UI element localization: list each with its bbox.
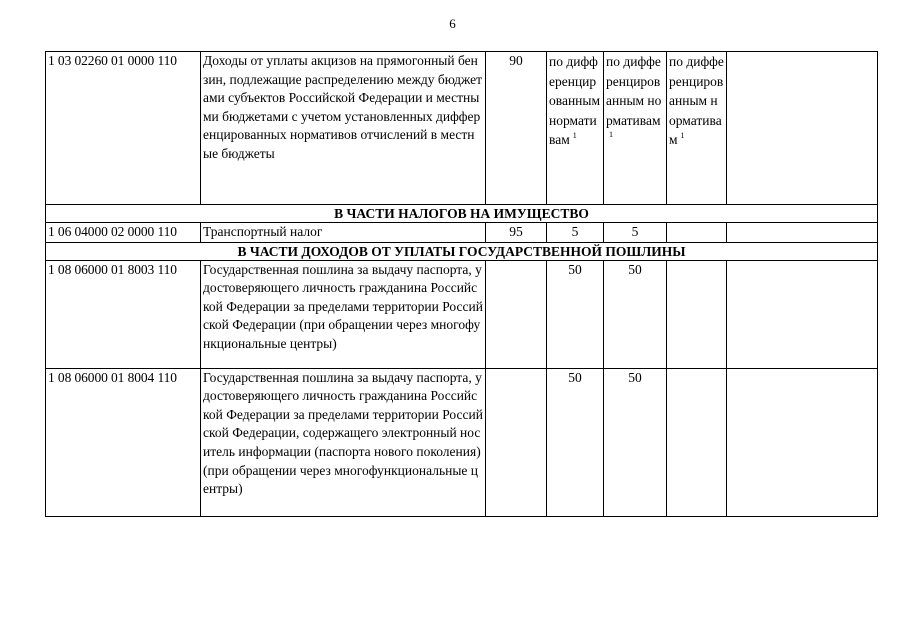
page-number: 6: [449, 16, 456, 31]
revenue-distribution-table: [45, 51, 878, 517]
footnote-mark: 1: [680, 131, 685, 141]
section-header-row: [46, 242, 878, 260]
section-header-row: [46, 205, 878, 223]
budget-classification-code: 1 03 02260 01 0000 110: [46, 52, 201, 205]
share-column-5: [727, 223, 878, 243]
revenue-name: Доходы от уплаты акцизов на прямогонный бензин, подлежащие распределению между бюджетами субъектов Российской Федерации и местными бюджетами с учетом установленных дифференцированных нормативов отчислений в местные бюджеты: [201, 52, 486, 205]
share-column-4: [667, 368, 727, 516]
norm-text: по дифференцированным нормативам: [549, 54, 601, 148]
share-column-1: 95: [486, 223, 547, 243]
share-column-1: [486, 260, 547, 368]
norm-text: по дифференцированным нормативам: [669, 54, 724, 148]
budget-classification-code: 1 06 04000 02 0000 110: [46, 223, 201, 243]
share-column-3: 5: [604, 223, 667, 243]
budget-classification-code: 1 08 06000 01 8004 110: [46, 368, 201, 516]
share-column-2: 50: [547, 368, 604, 516]
share-column-5: [727, 368, 878, 516]
footnote-mark: 1: [609, 130, 613, 140]
share-column-1: [486, 368, 547, 516]
share-column-5: [727, 260, 878, 368]
share-column-2: 50: [547, 260, 604, 368]
share-column-3: [604, 52, 667, 205]
share-column-4: [667, 223, 727, 243]
table-row: [46, 260, 878, 368]
section-title: В ЧАСТИ НАЛОГОВ НА ИМУЩЕСТВО: [46, 205, 878, 223]
share-column-3: 50: [604, 368, 667, 516]
share-column-2: 5: [547, 223, 604, 243]
share-column-4: [667, 260, 727, 368]
revenue-name: Государственная пошлина за выдачу паспорта, удостоверяющего личность гражданина Российской Федерации за пределами территории Российской Федерации (при обращении через многофункциональные центры): [201, 260, 486, 368]
revenue-name: Транспортный налог: [201, 223, 486, 243]
norm-text: по дифференцированным нормативам: [606, 54, 662, 128]
table-row: [46, 223, 878, 243]
share-column-3: 50: [604, 260, 667, 368]
share-column-4: [667, 52, 727, 205]
share-column-5: [727, 52, 878, 205]
share-column-2: [547, 52, 604, 205]
revenue-name: Государственная пошлина за выдачу паспорта, удостоверяющего личность гражданина Российской Федерации за пределами территории Российской Федерации, содержащего электронный носитель информации (паспорта нового поколения) (при обращении через многофункциональные центры): [201, 368, 486, 516]
table-row: [46, 368, 878, 516]
table-row: [46, 52, 878, 205]
footnote-mark: 1: [572, 131, 577, 141]
share-column-1: 90: [486, 52, 547, 205]
section-title: В ЧАСТИ ДОХОДОВ ОТ УПЛАТЫ ГОСУДАРСТВЕННОЙ ПОШЛИНЫ: [46, 242, 878, 260]
budget-classification-code: 1 08 06000 01 8003 110: [46, 260, 201, 368]
